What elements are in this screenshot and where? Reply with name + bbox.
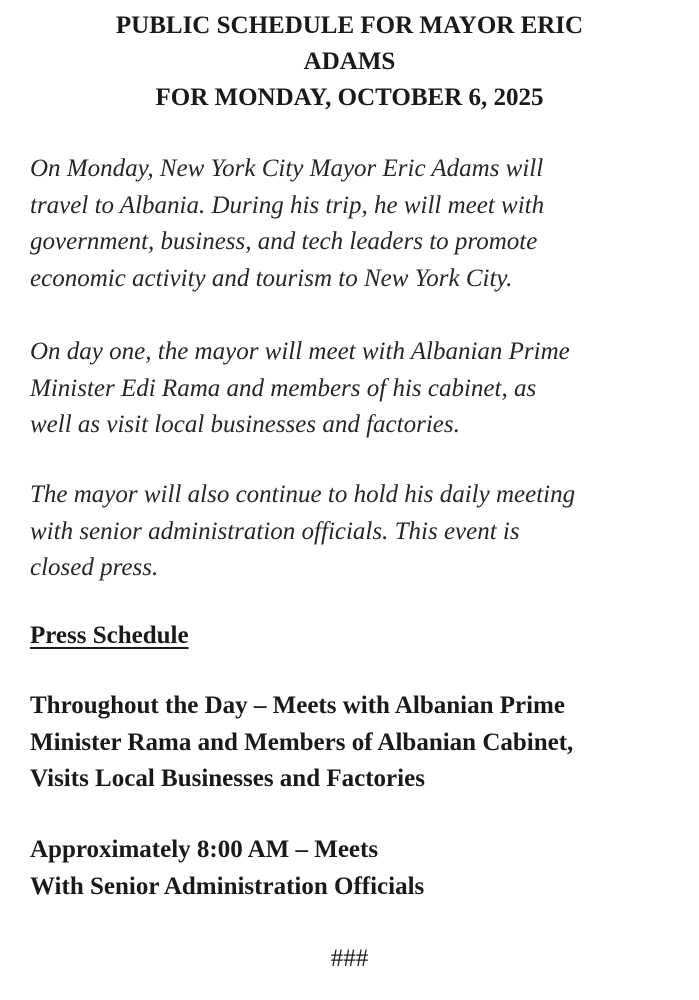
paragraph-line: well as visit local businesses and factories. [30, 411, 460, 438]
schedule-entry-line: Approximately 8:00 AM – Meets [30, 836, 379, 863]
intro-paragraph [30, 151, 690, 297]
schedule-entry-8am [30, 832, 690, 905]
end-of-release-mark: ### [330, 945, 369, 972]
paragraph-line: economic activity and tourism to New York City. [30, 264, 513, 292]
document-title-line-2: ADAMS [303, 48, 396, 75]
paragraph-line: government, business, and tech leaders to promote [30, 228, 538, 255]
schedule-entry-line: With Senior Administration Officials [30, 872, 425, 900]
schedule-entry-line: Minister Rama and Members of Albanian Cabinet, [30, 728, 574, 756]
schedule-entry-line: Visits Local Businesses and Factories [30, 765, 425, 792]
schedule-entry-line: Throughout the Day – Meets with Albanian Prime [30, 692, 565, 719]
paragraph-line: closed press. [30, 554, 159, 581]
paragraph-line: On day one, the mayor will meet with Albanian Prime [30, 338, 570, 365]
paragraph-line: The mayor will also continue to hold his daily meeting [30, 481, 576, 508]
paragraph-line: Minister Edi Rama and members of his cabinet, as [30, 374, 537, 402]
document-title-line-1: PUBLIC SCHEDULE FOR MAYOR ERIC [115, 12, 584, 39]
schedule-entry-throughout-day [30, 688, 690, 798]
document-title-line-3: FOR MONDAY, OCTOBER 6, 2025 [155, 84, 544, 111]
press-schedule-heading: Press Schedule [30, 622, 189, 649]
paragraph-line: travel to Albania. During his trip, he will meet with [30, 191, 545, 219]
day-one-paragraph [30, 334, 690, 444]
daily-meeting-paragraph [30, 477, 690, 587]
paragraph-line: with senior administration officials. This event is [30, 517, 520, 545]
paragraph-line: On Monday, New York City Mayor Eric Adams will [30, 155, 544, 182]
